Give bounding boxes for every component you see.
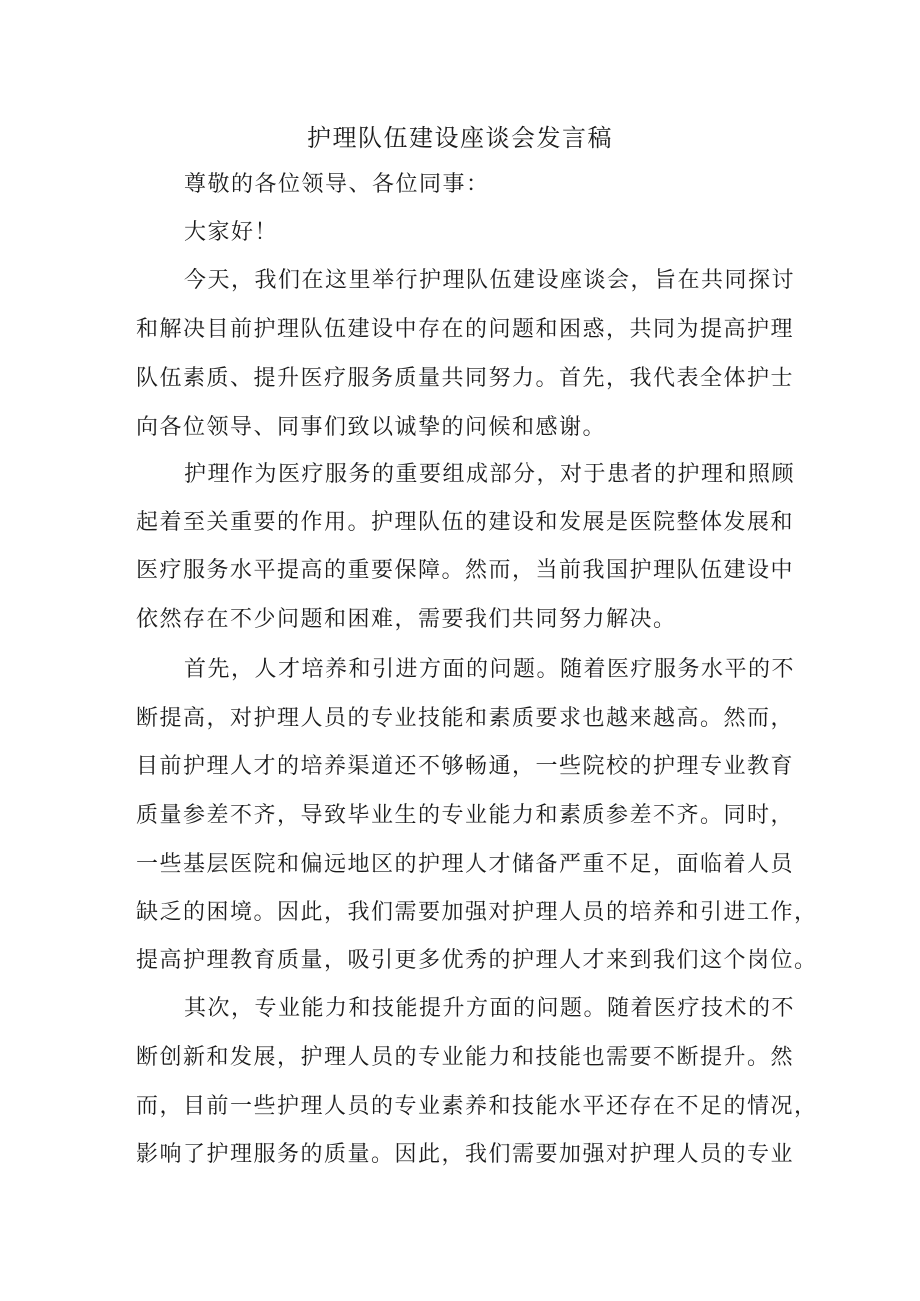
text-line: 其次，专业能力和技能提升方面的问题。随着医疗技术的不 — [184, 996, 796, 1021]
text-line: 依然存在不少问题和困难，需要我们共同努力解决。 — [136, 607, 677, 632]
text-line: 和解决目前护理队伍建设中存在的问题和困惑，共同为提高护理 — [136, 317, 795, 342]
text-line: 断创新和发展，护理人员的专业能力和技能也需要不断提升。然 — [136, 1045, 795, 1070]
text-line: 大家好！ — [184, 220, 279, 245]
text-line: 起着至关重要的作用。护理队伍的建设和发展是医院整体发展和 — [136, 510, 795, 535]
text-line: 今天，我们在这里举行护理队伍建设座谈会，旨在共同探讨 — [184, 268, 796, 293]
text-line: 队伍素质、提升医疗服务质量共同努力。首先，我代表全体护士 — [136, 366, 795, 391]
text-line: 尊敬的各位领导、各位同事： — [184, 172, 490, 197]
text-line: 目前护理人才的培养渠道还不够畅通，一些院校的护理专业教育 — [136, 754, 795, 779]
text-line: 缺乏的困境。因此，我们需要加强对护理人员的培养和引进工作， — [136, 900, 818, 925]
text-line: 首先，人才培养和引进方面的问题。随着医疗服务水平的不 — [184, 657, 796, 682]
text-line: 护理作为医疗服务的重要组成部分，对于患者的护理和照顾 — [184, 462, 796, 487]
text-line: 一些基层医院和偏远地区的护理人才储备严重不足，面临着人员 — [136, 852, 795, 877]
text-line: 提高护理教育质量，吸引更多优秀的护理人才来到我们这个岗位。 — [136, 948, 818, 973]
text-line: 影响了护理服务的质量。因此，我们需要加强对护理人员的专业 — [136, 1142, 795, 1167]
text-line: 医疗服务水平提高的重要保障。然而，当前我国护理队伍建设中 — [136, 558, 795, 583]
text-line: 而，目前一些护理人员的专业素养和技能水平还存在不足的情况， — [136, 1094, 818, 1119]
text-line: 质量参差不齐，导致毕业生的专业能力和素质参差不齐。同时， — [136, 803, 795, 828]
text-line: 断提高，对护理人员的专业技能和素质要求也越来越高。然而， — [136, 706, 795, 731]
document-title: 护理队伍建设座谈会发言稿 — [307, 124, 613, 152]
text-line: 向各位领导、同事们致以诚挚的问候和感谢。 — [136, 415, 607, 440]
